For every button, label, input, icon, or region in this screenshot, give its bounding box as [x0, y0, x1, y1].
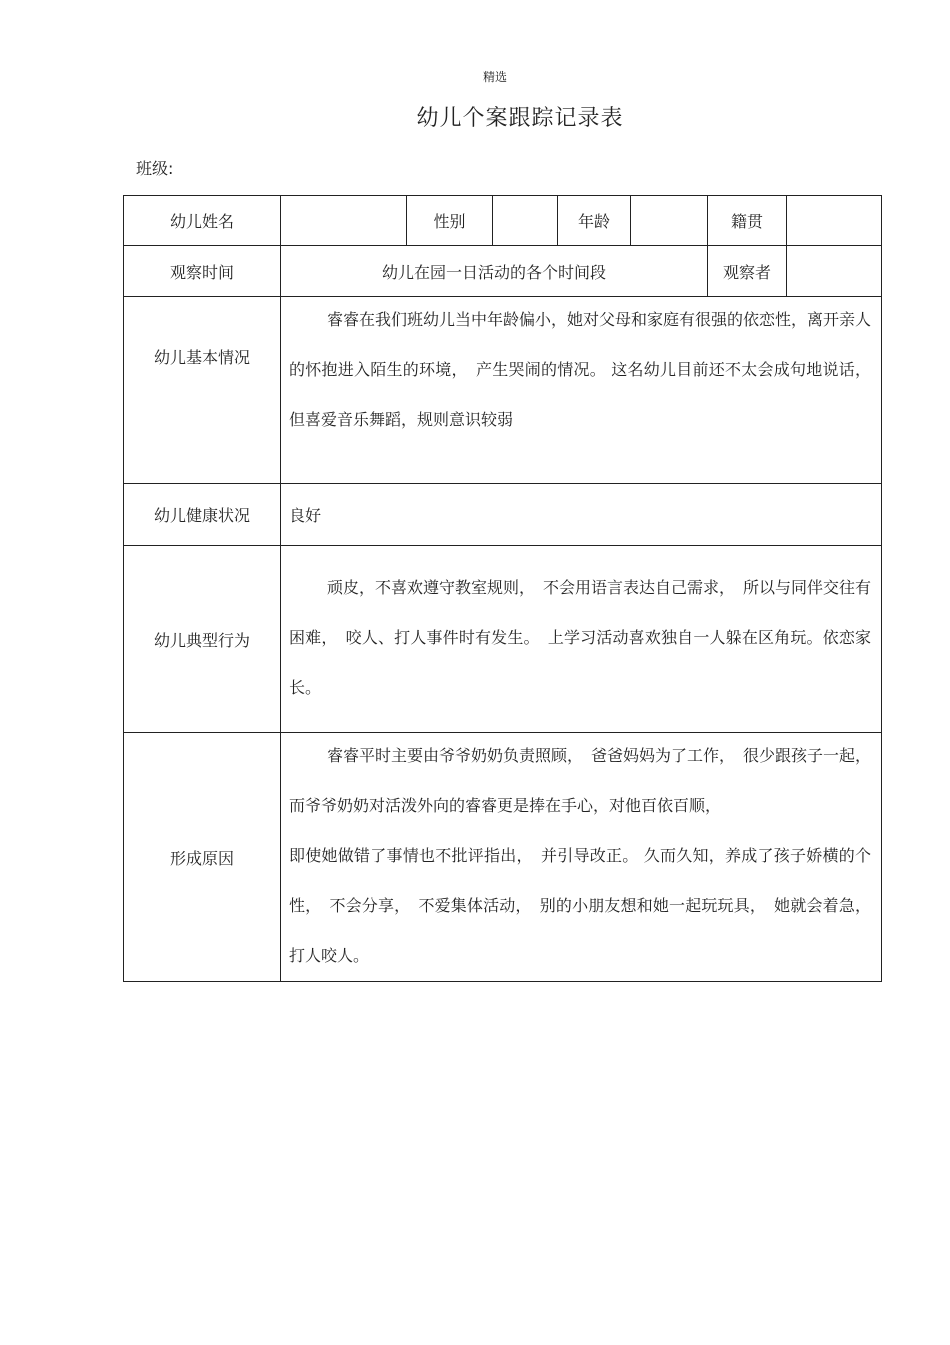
- observation-time-value: 幼儿在园一日活动的各个时间段: [281, 246, 708, 297]
- basic-situation-paragraph: 睿睿在我们班幼儿当中年龄偏小，她对父母和家庭有很强的依恋性，离开亲人的怀抱进入陌生的环境， 产生哭闹的情况。 这名幼儿目前还不太会成句地说话，但喜爱音乐舞蹈，规则意识较弱: [289, 310, 872, 429]
- gender-label: 性别: [407, 196, 493, 246]
- health-text: 良好: [281, 484, 882, 546]
- behavior-text: [281, 546, 882, 733]
- basic-situation-label: 幼儿基本情况: [124, 297, 281, 484]
- header-tag: 精选: [482, 70, 507, 84]
- class-label: 班级:: [136, 159, 174, 178]
- origin-value: [787, 196, 882, 246]
- row-health: [124, 484, 882, 546]
- cause-paragraph-1: 睿睿平时主要由爷爷奶奶负责照顾， 爸爸妈妈为了工作， 很少跟孩子一起，而爷爷奶奶对活泼外向的睿睿更是捧在手心，对他百依百顺，: [289, 746, 872, 815]
- document-title: 幼儿个案跟踪记录表: [416, 106, 624, 131]
- row-basic-info: [124, 196, 882, 246]
- observer-value: [787, 246, 882, 297]
- cause-label: 形成原因: [124, 733, 281, 982]
- behavior-paragraph: 顽皮，不喜欢遵守教室规则， 不会用语言表达自己需求， 所以与同伴交往有困难， 咬人、打人事件时有发生。 上学习活动喜欢独自一人躲在区角玩。依恋家长。: [289, 578, 872, 697]
- age-value: [631, 196, 708, 246]
- name-value: [281, 196, 407, 246]
- row-behavior: [124, 546, 882, 733]
- gender-value: [493, 196, 558, 246]
- observer-label: 观察者: [708, 246, 787, 297]
- observation-time-label: 观察时间: [124, 246, 281, 297]
- row-child-basic: [124, 297, 882, 484]
- age-label: 年龄: [558, 196, 631, 246]
- name-label: 幼儿姓名: [124, 196, 281, 246]
- behavior-label: 幼儿典型行为: [124, 546, 281, 733]
- health-label: 幼儿健康状况: [124, 484, 281, 546]
- cause-paragraph-2: 即使她做错了事情也不批评指出， 并引导改正。 久而久知，养成了孩子娇横的个性， 不会分享， 不爱集体活动， 别的小朋友想和她一起玩玩具， 她就会着急，打人咬人。: [289, 846, 871, 965]
- basic-situation-text: [281, 297, 882, 484]
- origin-label: 籍贯: [708, 196, 787, 246]
- cause-text: [281, 733, 882, 982]
- record-table: [123, 195, 882, 982]
- row-cause: [124, 733, 882, 982]
- row-observation: [124, 246, 882, 297]
